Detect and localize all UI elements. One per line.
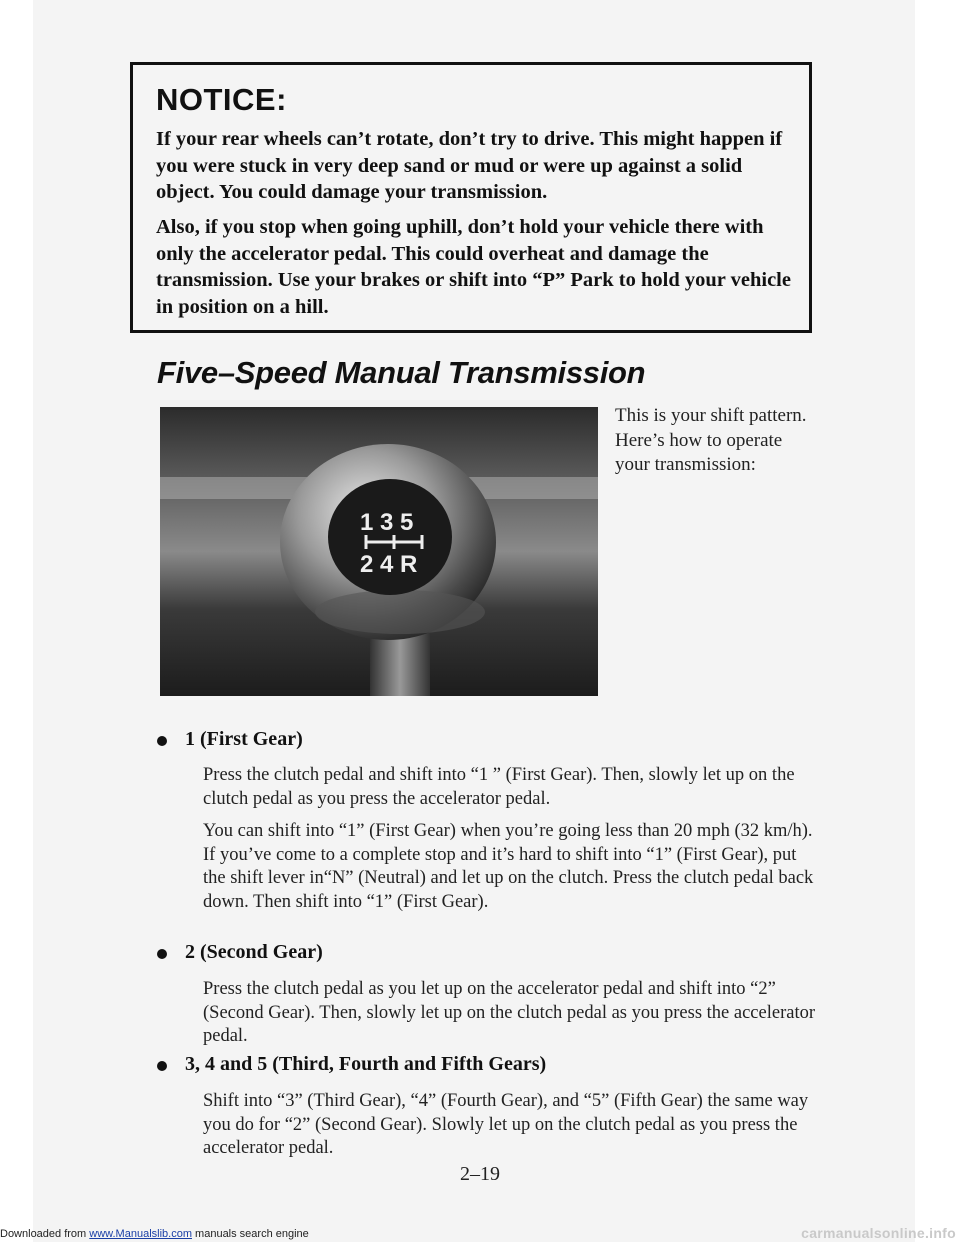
shift-pattern-bottom: 2 4 R bbox=[360, 551, 418, 578]
watermark: carmanualsonline.info bbox=[801, 1225, 956, 1241]
page-number: 2–19 bbox=[460, 1163, 500, 1185]
download-footer bbox=[0, 1228, 309, 1240]
notice-paragraph-1: If your rear wheels can’t rotate, don’t try to drive. This might happen if you were stuck in very deep sand or mud or were up against a solid object. You could damage your transmission. bbox=[156, 128, 783, 203]
gear-1-paragraph-1: Press the clutch pedal and shift into “1 ” (First Gear). Then, slowly let up on the clutch pedal as you press the accelerator pedal. bbox=[203, 765, 795, 809]
bullet-icon bbox=[157, 1061, 167, 1071]
section-title: Five–Speed Manual Transmission bbox=[157, 355, 646, 390]
notice-paragraph-2: Also, if you stop when going uphill, don’t hold your vehicle there with only the accelerator pedal. This could overheat and damage the transmission. Use your brakes or shift into “P” Park to hold your vehicle in position on a hill. bbox=[156, 216, 791, 318]
shift-pattern-top: 1 3 5 bbox=[360, 509, 414, 536]
manualslib-link[interactable]: www.Manualslib.com bbox=[89, 1228, 192, 1240]
intro-text: This is your shift pattern. Here’s how to operate your transmission: bbox=[615, 405, 807, 475]
bullet-icon bbox=[157, 949, 167, 959]
gear-1-paragraph-2: You can shift into “1” (First Gear) when you’re going less than 20 mph (32 km/h). If you’ve come to a complete stop and it’s hard to shift into “1” (First Gear), put the shift lever in“N” (Neutral) and let up on the clutch. Press the clutch pedal back down. Then shift into “1” (First Gear). bbox=[203, 821, 814, 912]
gear-3-paragraph-1: Shift into “3” (Third Gear), “4” (Fourth Gear), and “5” (Fifth Gear) the same way you do for “2” (Second Gear). Slowly let up on the clutch pedal as you press the accelerator pedal. bbox=[203, 1091, 809, 1158]
footer-prefix: Downloaded from bbox=[0, 1228, 87, 1240]
bullet-icon bbox=[157, 736, 167, 746]
footer-suffix: manuals search engine bbox=[195, 1228, 309, 1240]
gear-2-paragraph-1: Press the clutch pedal as you let up on the accelerator pedal and shift into “2” (Second Gear). Then, slowly let up on the clutch pedal as you press the accelerator pedal. bbox=[203, 979, 815, 1046]
shift-pattern-icon bbox=[160, 407, 598, 696]
notice-title: NOTICE: bbox=[156, 82, 287, 117]
gear-heading-1: 1 (First Gear) bbox=[185, 728, 303, 750]
gear-heading-3: 3, 4 and 5 (Third, Fourth and Fifth Gears) bbox=[185, 1053, 547, 1075]
gear-heading-2: 2 (Second Gear) bbox=[185, 941, 323, 963]
